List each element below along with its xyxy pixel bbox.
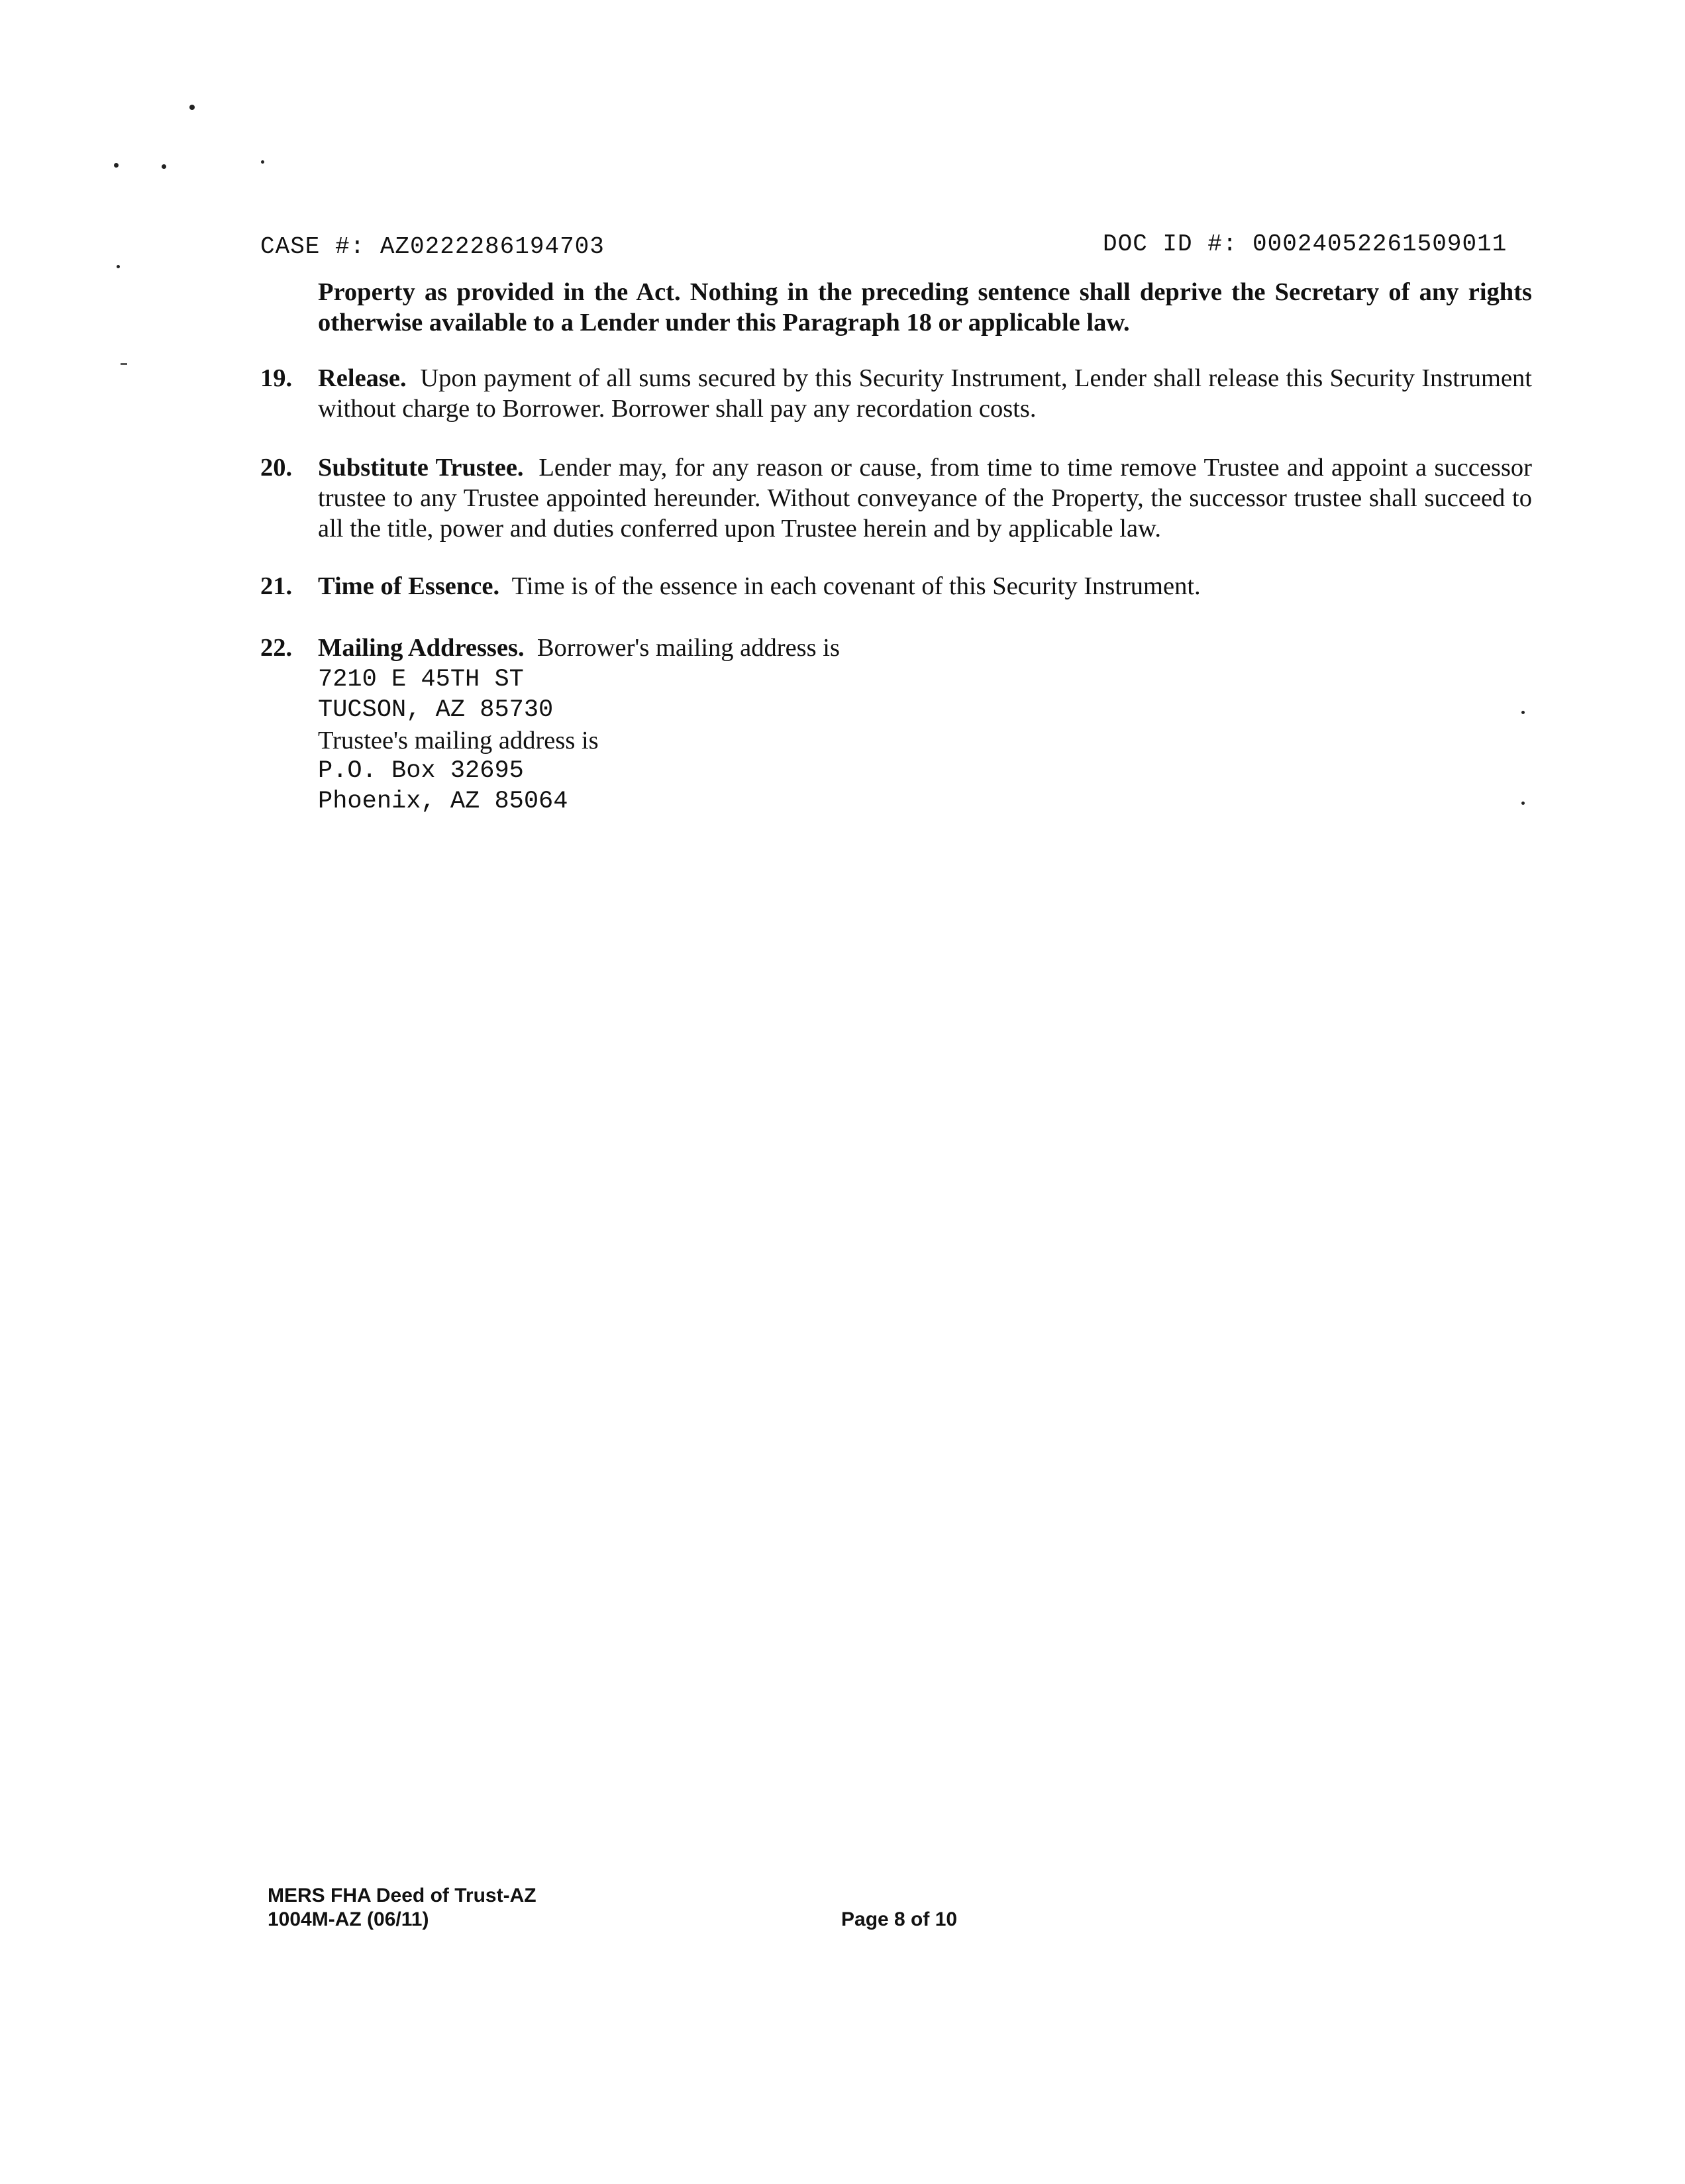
paragraph-19: [260, 363, 1532, 424]
paragraph-number: 19.: [260, 364, 293, 392]
paragraph-body: [318, 633, 1532, 663]
paragraph-title: Time of Essence.: [318, 572, 500, 600]
paragraph-number: 21.: [260, 572, 293, 600]
paragraph-text: Time is of the essence in each covenant of this Security Instrument.: [511, 572, 1201, 600]
scan-speck: [1521, 802, 1525, 805]
paragraph-21: [260, 571, 1532, 601]
paragraph-body: [318, 571, 1532, 601]
form-number: 1004M-AZ (06/11): [268, 1908, 429, 1930]
mailing-addresses: [318, 664, 599, 817]
scan-speck: [1521, 711, 1525, 714]
scan-speck: [189, 105, 195, 110]
trustee-address-line2: Phoenix, AZ 85064: [318, 788, 568, 815]
scan-speck: [121, 363, 127, 365]
paragraph-22: [260, 633, 1532, 663]
doc-id: DOC ID #: 00024052261509011: [1103, 231, 1507, 258]
page-number: Page 8 of 10: [841, 1908, 958, 1930]
paragraph-text: Lender may, for any reason or cause, from time to time remove Trustee and appoint a successor trustee to any Trustee appointed hereunder. Without conveyance of the Property, the successor trustee shall succeed to all the title, power and duties conferred upon Trustee herein and by applicable law.: [318, 454, 1533, 543]
paragraph-number: 20.: [260, 454, 293, 482]
paragraph-title: Mailing Addresses.: [318, 634, 525, 662]
scan-speck: [117, 265, 120, 268]
trustee-address-line1: P.O. Box 32695: [318, 757, 524, 785]
paragraph-text: Borrower's mailing address is: [536, 634, 840, 662]
scan-speck: [114, 163, 119, 168]
paragraph-text: Upon payment of all sums secured by this Security Instrument, Lender shall release this Security Instrument without charge to Borrower. Borrower shall pay any recordation costs.: [318, 364, 1532, 423]
borrower-address-line1: 7210 E 45TH ST: [318, 666, 524, 694]
case-number: CASE #: AZ0222286194703: [260, 233, 605, 260]
paragraph-body: [318, 363, 1532, 424]
intro-text: Property as provided in the Act. Nothing in the preceding sentence shall deprive the Secretary of any rights otherwise available to a Lender under this Paragraph 18 or applicable law.: [318, 278, 1532, 337]
scan-speck: [162, 164, 166, 169]
scan-speck: [261, 160, 264, 164]
paragraph-title: Release.: [318, 364, 407, 392]
paragraph-body: [318, 452, 1532, 544]
paragraph-title: Substitute Trustee.: [318, 454, 524, 482]
borrower-address-line2: TUCSON, AZ 85730: [318, 696, 554, 724]
form-identifier: [268, 1884, 536, 1932]
paragraph-number: 22.: [260, 634, 293, 662]
paragraph-20: [260, 452, 1532, 544]
form-name: MERS FHA Deed of Trust-AZ: [268, 1885, 536, 1906]
trustee-address-label: Trustee's mailing address is: [318, 727, 599, 754]
